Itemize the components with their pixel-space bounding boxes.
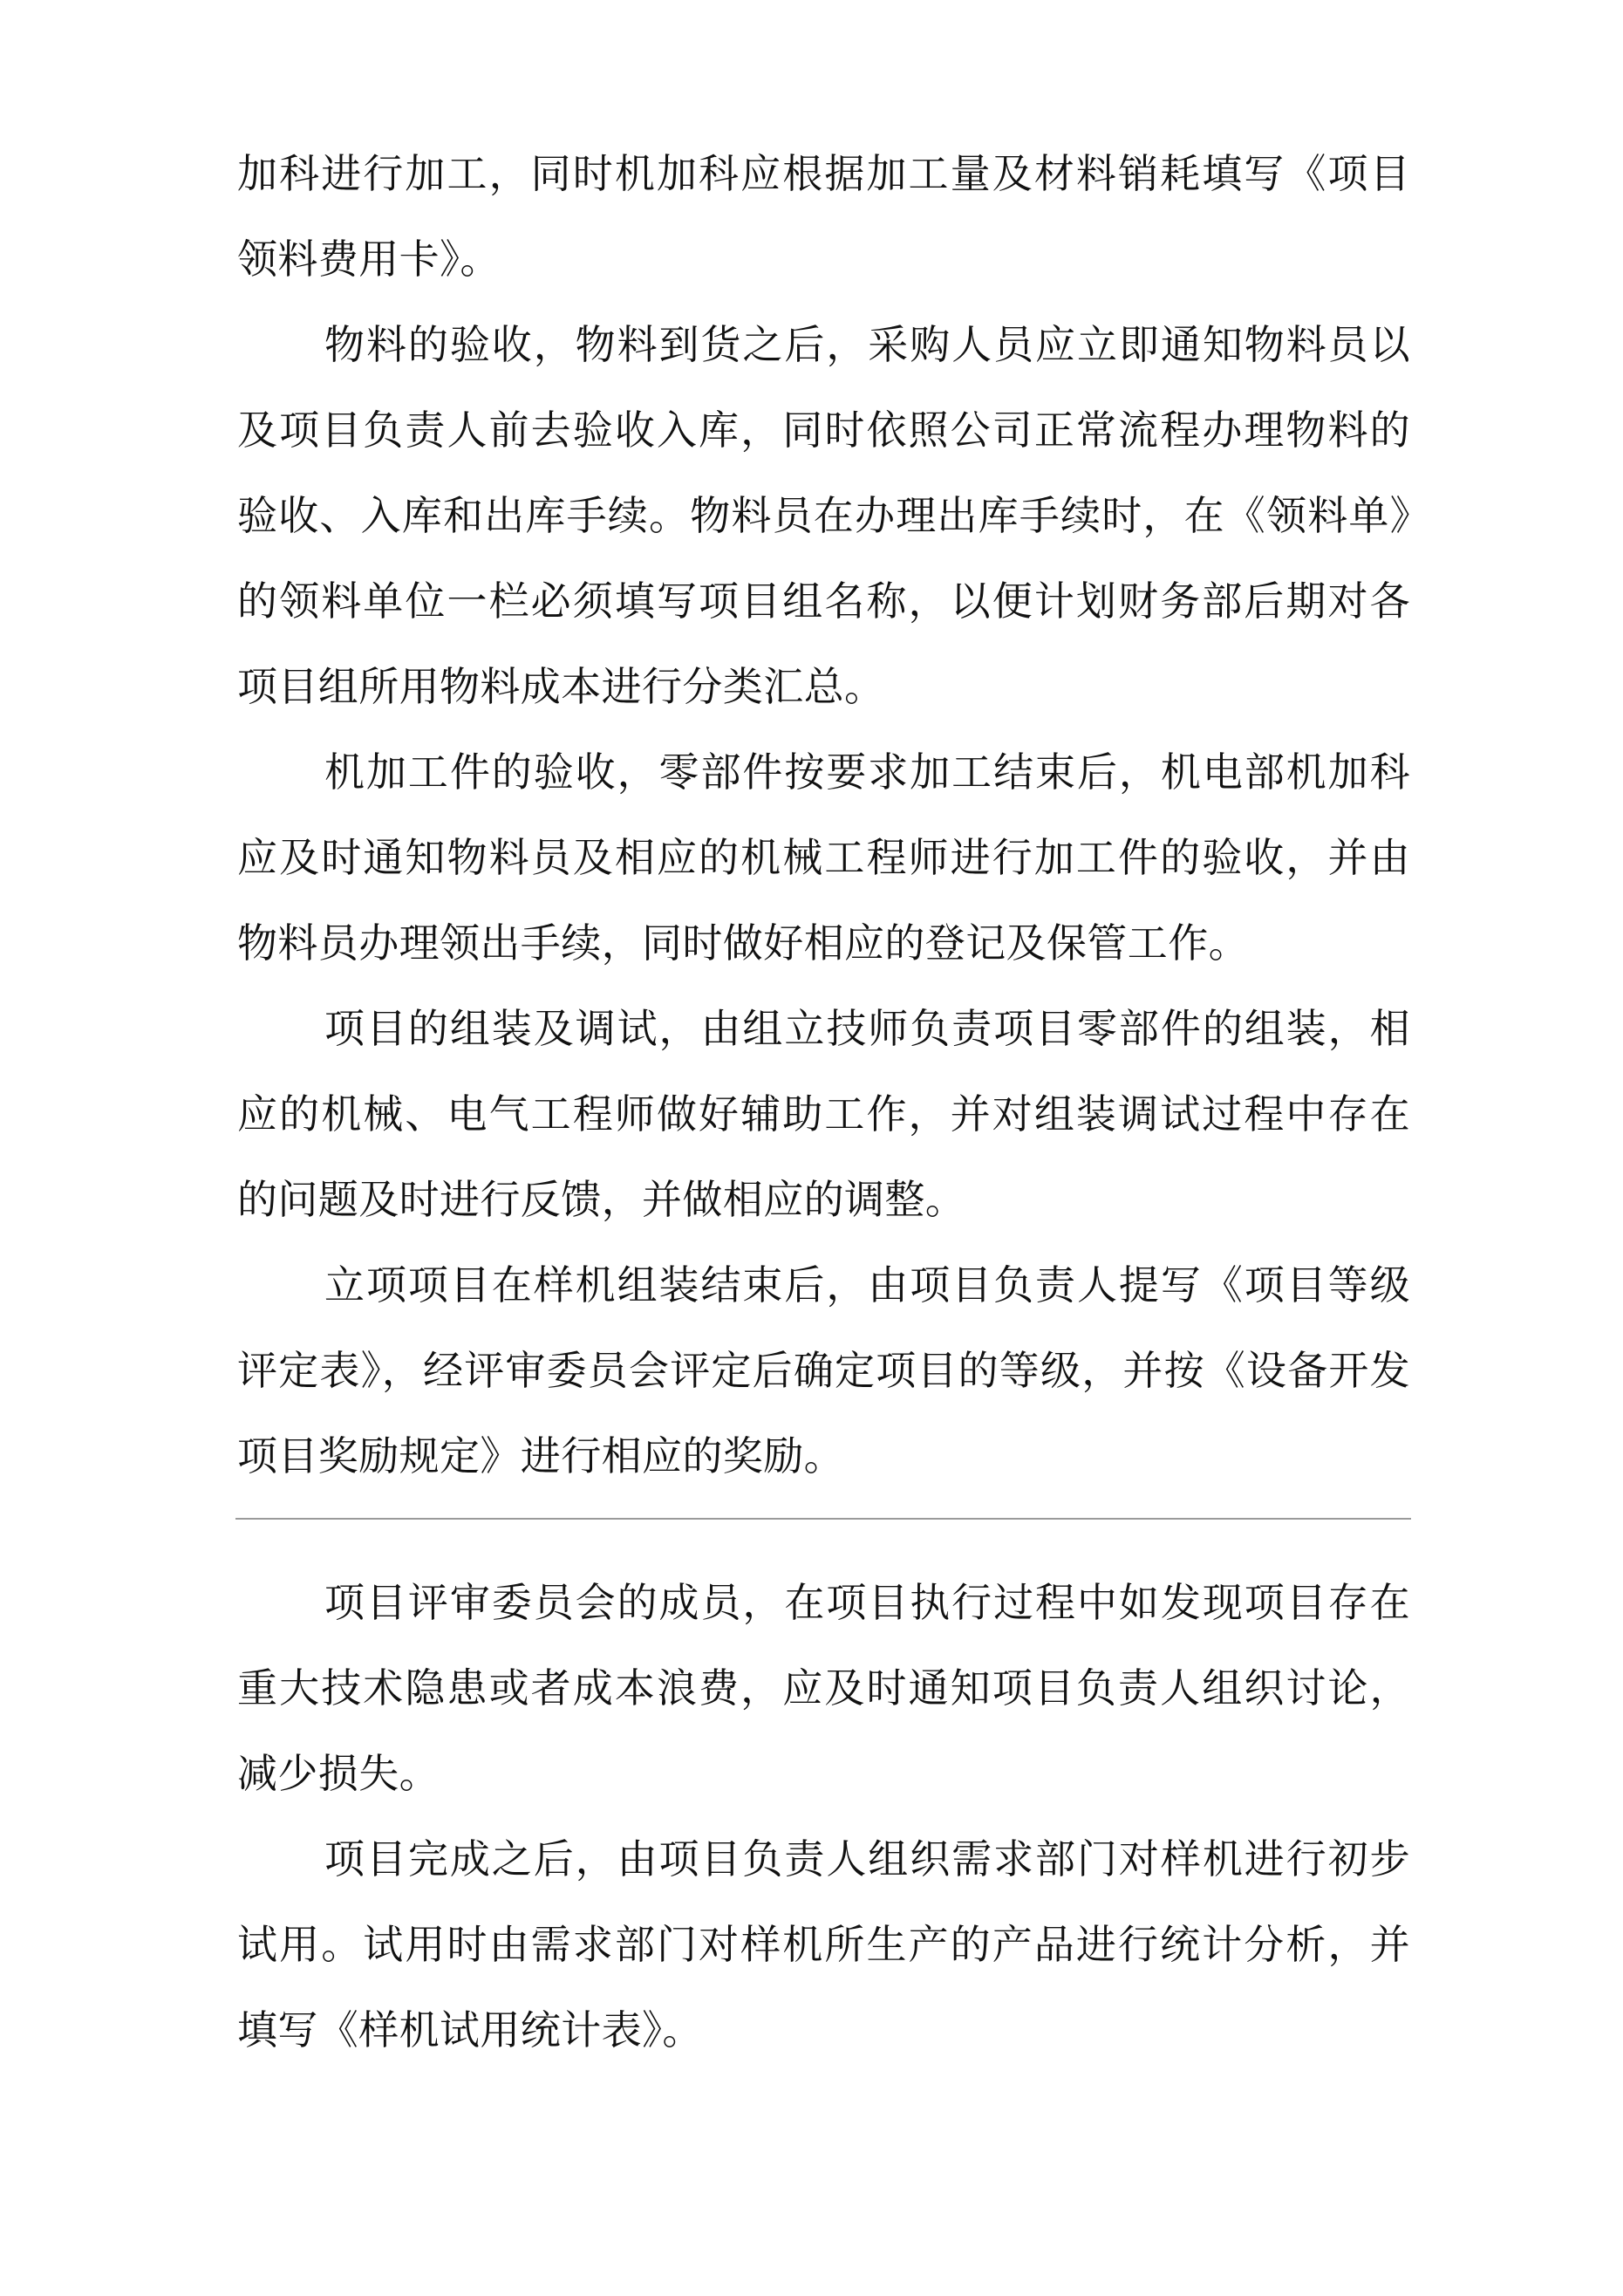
paragraph-review-committee: 项目评审委员会的成员，在项目执行过程中如发现项目存在重大技术隐患或者成本浪费，应及时通知项目负责人组织讨论，减少损失。 xyxy=(237,1579,1410,1797)
paragraph-project-grading: 立项项目在样机组装结束后，由项目负责人提写《项目等级评定表》，经评审委员会评定后确定项目的等级，并按《设备开发项目奖励规定》进行相应的奖励。 xyxy=(237,1261,1410,1479)
paragraph-material-acceptance: 物料的验收，物料到货之后，采购人员应立即通知物料员以及项目负责人前去验收入库，同时依照公司正常流程办理物料的验收、入库和出库手续。物料员在办理出库手续时，在《领料单》的领料单位一栏必须填写项目组名称，以便计划财务部后期对各项目组所用物料成本进行分类汇总。 xyxy=(237,321,1410,710)
paragraph-assembly-debugging: 项目的组装及调试，由组立技师负责项目零部件的组装，相应的机械、电气工程师做好辅助工作，并对组装调试过程中存在的问题及时进行反馈，并做相应的调整。 xyxy=(237,1005,1410,1223)
paragraph-machined-parts-acceptance: 机加工件的验收，零部件按要求加工结束后，机电部机加科应及时通知物料员及相应的机械工程师进行加工件的验收，并由物料员办理领出手续，同时做好相应的登记及保管工作。 xyxy=(237,748,1410,967)
paragraph-trial-use: 项目完成之后，由项目负责人组织需求部门对样机进行初步试用。试用时由需求部门对样机所生产的产品进行统计分析，并填写《样机试用统计表》。 xyxy=(237,1835,1410,2053)
section-divider xyxy=(235,1518,1411,1520)
bottom-text-section xyxy=(237,1560,1410,2073)
top-text-section xyxy=(237,131,1410,1499)
paragraph-continuation: 加科进行加工，同时机加科应根据加工量及材料销耗填写《项目领料费用卡》。 xyxy=(237,150,1410,283)
